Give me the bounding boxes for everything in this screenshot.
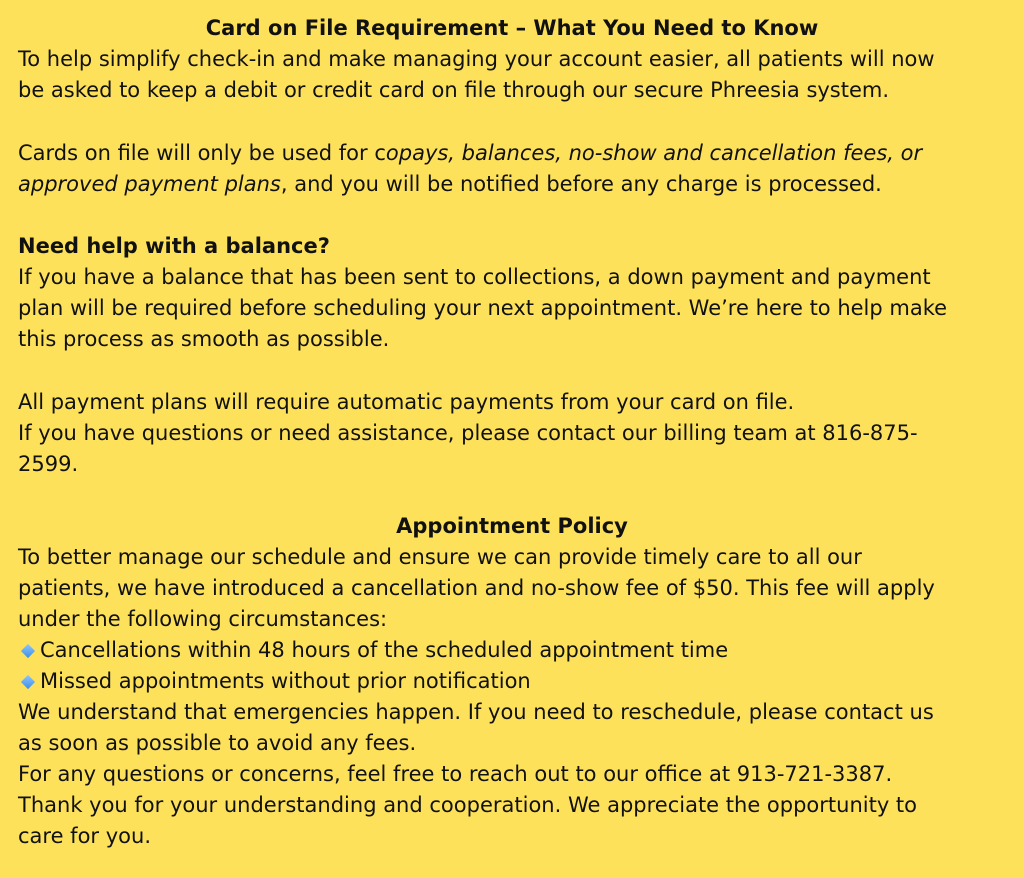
- policy-intro-line-3: under the following circumstances:: [18, 607, 388, 631]
- office-contact-line: For any questions or concerns, feel free to reach out to our office at 913-721-3387.: [18, 762, 893, 786]
- bullet-text: Cancellations within 48 hours of the scheduled appointment time: [40, 638, 729, 662]
- card-usage-italic-text: opays, balances, no-show and cancellation fees, or: [385, 141, 923, 165]
- billing-contact-line-1: If you have questions or need assistance, please contact our billing team at 816-875-: [18, 421, 918, 445]
- diamond-bullet-icon: [21, 643, 35, 657]
- emergency-line-1: We understand that emergencies happen. If you need to reschedule, please contact us: [18, 700, 934, 724]
- appointment-policy-heading: Appointment Policy: [396, 514, 628, 538]
- billing-contact-line-2: 2599.: [18, 452, 79, 476]
- diamond-bullet-icon: [21, 674, 35, 688]
- card-usage-line-1: [18, 138, 1008, 169]
- card-usage-line-2: [18, 169, 1008, 200]
- balance-help-line-1: If you have a balance that has been sent to collections, a down payment and payment: [18, 265, 931, 289]
- thanks-line-2: care for you.: [18, 824, 151, 848]
- bullet-text: Missed appointments without prior notification: [40, 669, 531, 693]
- emergency-line-2: as soon as possible to avoid any fees.: [18, 731, 417, 755]
- balance-help-line-3: this process as smooth as possible.: [18, 327, 390, 351]
- card-on-file-heading: Card on File Requirement – What You Need to Know: [205, 16, 819, 40]
- notification-text: , and you will be notified before any charge is processed.: [280, 172, 882, 196]
- intro-line-1: To help simplify check-in and make managing your account easier, all patients will now: [18, 47, 935, 71]
- card-usage-text: Cards on file will only be used for c: [18, 141, 386, 165]
- balance-help-heading: Need help with a balance?: [18, 234, 330, 258]
- bullet-item-cancellations: [18, 635, 1008, 666]
- policy-intro-line-1: To better manage our schedule and ensure we can provide timely care to all our: [18, 545, 862, 569]
- payment-plans-line: All payment plans will require automatic payments from your card on file.: [18, 390, 795, 414]
- balance-help-line-2: plan will be required before scheduling your next appointment. We’re here to help make: [18, 296, 948, 320]
- approved-payment-plans-text: approved payment plans: [18, 172, 281, 196]
- policy-intro-line-2: patients, we have introduced a cancellation and no-show fee of $50. This fee will apply: [18, 576, 935, 600]
- thanks-line-1: Thank you for your understanding and cooperation. We appreciate the opportunity to: [18, 793, 918, 817]
- intro-line-2: be asked to keep a debit or credit card on file through our secure Phreesia system.: [18, 78, 890, 102]
- bullet-item-missed: [18, 666, 1008, 697]
